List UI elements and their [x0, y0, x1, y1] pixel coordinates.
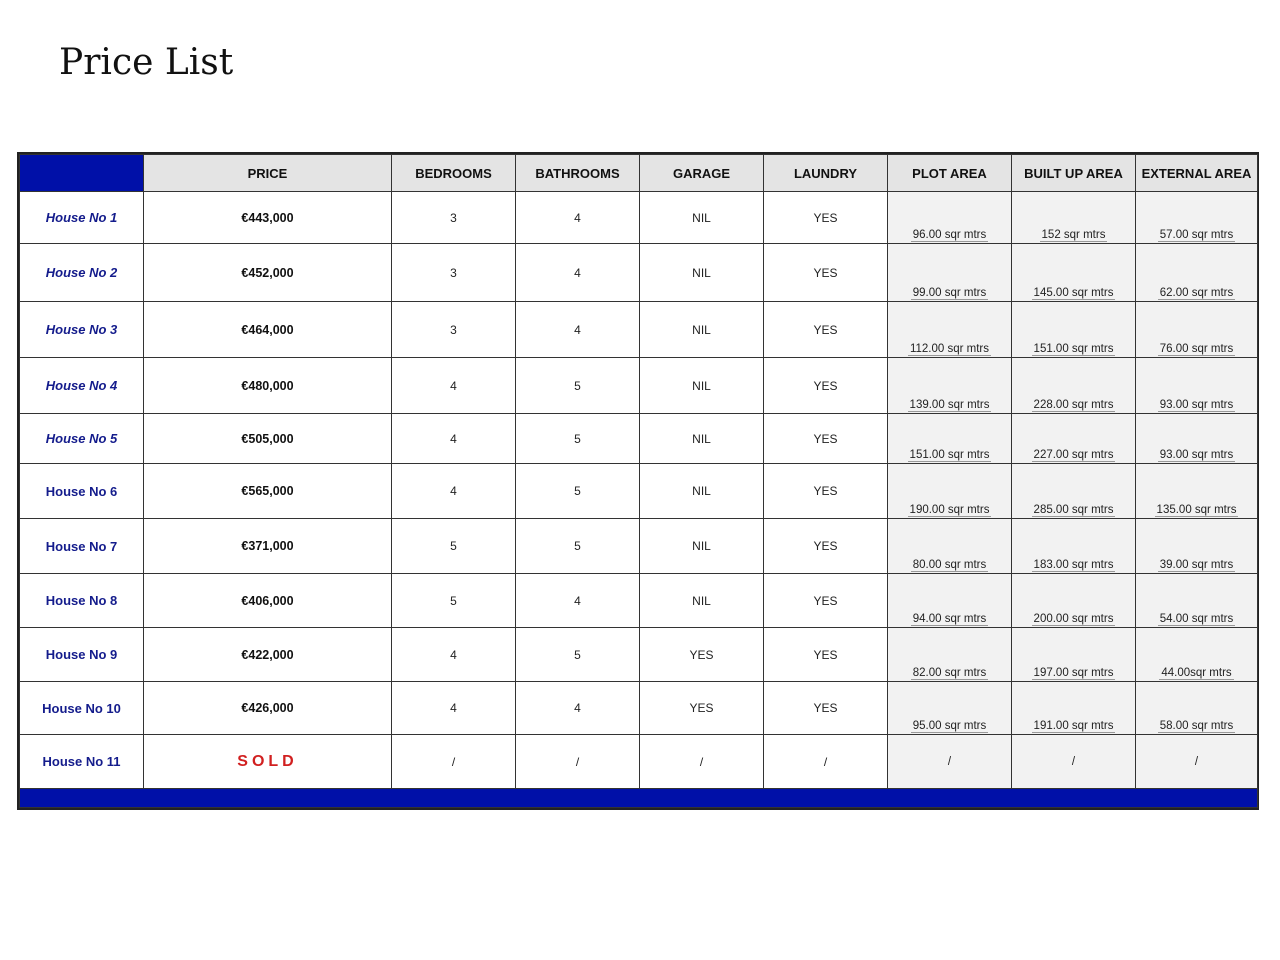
sold-label-cell: SOLD — [144, 735, 392, 789]
price-cell: €422,000 — [144, 628, 392, 682]
table-row — [20, 192, 1258, 244]
garage-cell: NIL — [640, 464, 764, 519]
bedrooms-cell: 4 — [392, 414, 516, 464]
plot-area-value: / — [947, 755, 952, 768]
laundry-cell: YES — [764, 464, 888, 519]
built-up-area-value: 227.00 sqr mtrs — [1033, 449, 1114, 461]
plot-area-value: 80.00 sqr mtrs — [912, 559, 987, 571]
table-body — [20, 192, 1258, 789]
header-price: PRICE — [144, 155, 392, 192]
built-up-area-cell — [1012, 574, 1136, 628]
external-area-value: / — [1194, 755, 1199, 768]
built-up-area-cell — [1012, 244, 1136, 302]
plot-area-cell — [888, 358, 1012, 414]
built-up-area-value: 145.00 sqr mtrs — [1033, 287, 1114, 299]
header-garage: GARAGE — [640, 155, 764, 192]
house-label-cell: House No 1 — [20, 192, 144, 244]
table-row — [20, 682, 1258, 735]
table-row — [20, 464, 1258, 519]
external-area-value: 62.00 sqr mtrs — [1159, 287, 1234, 299]
external-area-cell — [1136, 735, 1258, 789]
built-up-area-value: 183.00 sqr mtrs — [1033, 559, 1114, 571]
laundry-cell: YES — [764, 628, 888, 682]
laundry-cell: / — [764, 735, 888, 789]
external-area-value: 44.00sqr mtrs — [1161, 667, 1232, 679]
bedrooms-cell: 4 — [392, 628, 516, 682]
plot-area-value: 95.00 sqr mtrs — [912, 720, 987, 732]
plot-area-value: 190.00 sqr mtrs — [909, 504, 990, 516]
built-up-area-cell — [1012, 192, 1136, 244]
laundry-cell: YES — [764, 302, 888, 358]
built-up-area-value: 197.00 sqr mtrs — [1033, 667, 1114, 679]
external-area-cell — [1136, 574, 1258, 628]
price-cell: €505,000 — [144, 414, 392, 464]
plot-area-value: 112.00 sqr mtrs — [909, 343, 990, 355]
garage-cell: NIL — [640, 302, 764, 358]
house-label-cell: House No 9 — [20, 628, 144, 682]
plot-area-cell — [888, 519, 1012, 574]
bathrooms-cell: 5 — [516, 464, 640, 519]
bathrooms-cell: 4 — [516, 244, 640, 302]
house-label-cell: House No 10 — [20, 682, 144, 735]
table-row — [20, 735, 1258, 789]
plot-area-cell — [888, 628, 1012, 682]
built-up-area-cell — [1012, 358, 1136, 414]
plot-area-cell — [888, 735, 1012, 789]
built-up-area-value: 228.00 sqr mtrs — [1033, 399, 1114, 411]
bedrooms-cell: 4 — [392, 358, 516, 414]
built-up-area-value: / — [1071, 755, 1076, 768]
external-area-value: 54.00 sqr mtrs — [1159, 613, 1234, 625]
laundry-cell: YES — [764, 519, 888, 574]
price-cell: €565,000 — [144, 464, 392, 519]
plot-area-value: 96.00 sqr mtrs — [912, 229, 987, 241]
header-plot-area: PLOT AREA — [888, 155, 1012, 192]
bathrooms-cell: 5 — [516, 358, 640, 414]
built-up-area-value: 151.00 sqr mtrs — [1033, 343, 1114, 355]
external-area-value: 58.00 sqr mtrs — [1159, 720, 1234, 732]
bedrooms-cell: 5 — [392, 574, 516, 628]
bedrooms-cell: 4 — [392, 464, 516, 519]
built-up-area-cell — [1012, 464, 1136, 519]
plot-area-value: 82.00 sqr mtrs — [912, 667, 987, 679]
garage-cell: NIL — [640, 192, 764, 244]
built-up-area-cell — [1012, 302, 1136, 358]
house-label-cell: House No 11 — [20, 735, 144, 789]
bathrooms-cell: 5 — [516, 519, 640, 574]
price-table — [19, 154, 1258, 808]
garage-cell: NIL — [640, 574, 764, 628]
external-area-cell — [1136, 464, 1258, 519]
table-row — [20, 358, 1258, 414]
external-area-cell — [1136, 414, 1258, 464]
garage-cell: NIL — [640, 358, 764, 414]
built-up-area-cell — [1012, 735, 1136, 789]
external-area-cell — [1136, 682, 1258, 735]
header-bedrooms: BEDROOMS — [392, 155, 516, 192]
header-built-up-area: BUILT UP AREA — [1012, 155, 1136, 192]
table-row — [20, 628, 1258, 682]
plot-area-value: 94.00 sqr mtrs — [912, 613, 987, 625]
external-area-cell — [1136, 302, 1258, 358]
house-label-cell: House No 7 — [20, 519, 144, 574]
table-row — [20, 244, 1258, 302]
price-cell: €371,000 — [144, 519, 392, 574]
plot-area-value: 139.00 sqr mtrs — [909, 399, 990, 411]
page-title: Price List — [59, 42, 234, 83]
table-row — [20, 302, 1258, 358]
table-row — [20, 574, 1258, 628]
house-label-cell: House No 3 — [20, 302, 144, 358]
external-area-value: 57.00 sqr mtrs — [1159, 229, 1234, 241]
built-up-area-value: 191.00 sqr mtrs — [1033, 720, 1114, 732]
bedrooms-cell: / — [392, 735, 516, 789]
built-up-area-value: 200.00 sqr mtrs — [1033, 613, 1114, 625]
table-row — [20, 414, 1258, 464]
external-area-value: 93.00 sqr mtrs — [1159, 449, 1234, 461]
external-area-cell — [1136, 628, 1258, 682]
bathrooms-cell: 4 — [516, 302, 640, 358]
built-up-area-cell — [1012, 682, 1136, 735]
garage-cell: NIL — [640, 244, 764, 302]
external-area-cell — [1136, 519, 1258, 574]
laundry-cell: YES — [764, 244, 888, 302]
laundry-cell: YES — [764, 192, 888, 244]
price-cell: €464,000 — [144, 302, 392, 358]
built-up-area-cell — [1012, 414, 1136, 464]
house-label-cell: House No 5 — [20, 414, 144, 464]
bedrooms-cell: 5 — [392, 519, 516, 574]
plot-area-cell — [888, 414, 1012, 464]
built-up-area-value: 152 sqr mtrs — [1041, 229, 1106, 241]
house-label-cell: House No 4 — [20, 358, 144, 414]
price-cell: €443,000 — [144, 192, 392, 244]
garage-cell: NIL — [640, 414, 764, 464]
bathrooms-cell: 4 — [516, 574, 640, 628]
plot-area-cell — [888, 682, 1012, 735]
plot-area-value: 151.00 sqr mtrs — [909, 449, 990, 461]
header-corner-cell — [20, 155, 144, 192]
plot-area-cell — [888, 192, 1012, 244]
bedrooms-cell: 4 — [392, 682, 516, 735]
price-cell: €426,000 — [144, 682, 392, 735]
plot-area-cell — [888, 574, 1012, 628]
external-area-value: 39.00 sqr mtrs — [1159, 559, 1234, 571]
house-label-cell: House No 6 — [20, 464, 144, 519]
plot-area-value: 99.00 sqr mtrs — [912, 287, 987, 299]
built-up-area-value: 285.00 sqr mtrs — [1033, 504, 1114, 516]
built-up-area-cell — [1012, 519, 1136, 574]
plot-area-cell — [888, 302, 1012, 358]
built-up-area-cell — [1012, 628, 1136, 682]
footer-bar — [20, 789, 1258, 808]
laundry-cell: YES — [764, 358, 888, 414]
garage-cell: YES — [640, 682, 764, 735]
external-area-value: 76.00 sqr mtrs — [1159, 343, 1234, 355]
laundry-cell: YES — [764, 682, 888, 735]
plot-area-cell — [888, 244, 1012, 302]
house-label-cell: House No 8 — [20, 574, 144, 628]
house-label-cell: House No 2 — [20, 244, 144, 302]
bathrooms-cell: 5 — [516, 414, 640, 464]
external-area-value: 135.00 sqr mtrs — [1156, 504, 1237, 516]
footer-bar-cell — [20, 789, 1258, 808]
header-external-area: EXTERNAL AREA — [1136, 155, 1258, 192]
garage-cell: / — [640, 735, 764, 789]
price-cell: €452,000 — [144, 244, 392, 302]
external-area-cell — [1136, 358, 1258, 414]
price-list-sheet — [17, 152, 1259, 810]
price-cell: €406,000 — [144, 574, 392, 628]
price-cell: €480,000 — [144, 358, 392, 414]
bedrooms-cell: 3 — [392, 302, 516, 358]
garage-cell: NIL — [640, 519, 764, 574]
header-bathrooms: BATHROOMS — [516, 155, 640, 192]
bedrooms-cell: 3 — [392, 192, 516, 244]
bathrooms-cell: 4 — [516, 192, 640, 244]
header-row — [20, 155, 1258, 192]
laundry-cell: YES — [764, 414, 888, 464]
laundry-cell: YES — [764, 574, 888, 628]
header-laundry: LAUNDRY — [764, 155, 888, 192]
external-area-cell — [1136, 192, 1258, 244]
bedrooms-cell: 3 — [392, 244, 516, 302]
bathrooms-cell: / — [516, 735, 640, 789]
plot-area-cell — [888, 464, 1012, 519]
bathrooms-cell: 4 — [516, 682, 640, 735]
external-area-cell — [1136, 244, 1258, 302]
table-row — [20, 519, 1258, 574]
bathrooms-cell: 5 — [516, 628, 640, 682]
garage-cell: YES — [640, 628, 764, 682]
external-area-value: 93.00 sqr mtrs — [1159, 399, 1234, 411]
